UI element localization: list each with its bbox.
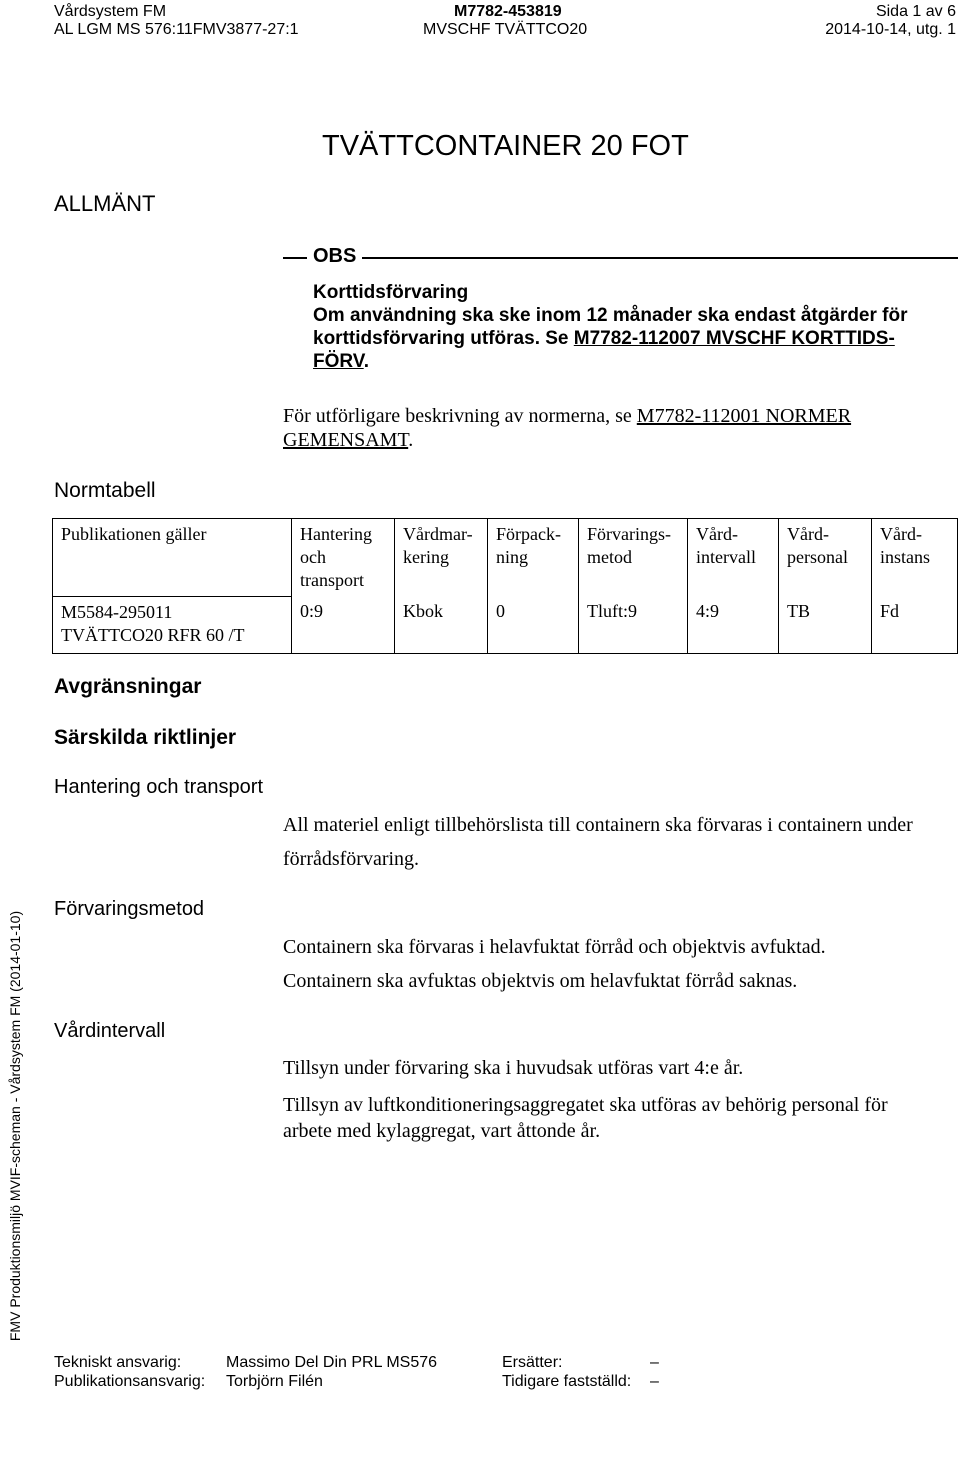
- footer-pub-value: Torbjörn Filén: [226, 1373, 323, 1390]
- vard-text-line3: arbete med kylaggregat, vart åttonde år.: [283, 1120, 601, 1142]
- norm-col-forvaringsmetod-l1: Förvarings-: [587, 524, 671, 544]
- norm-col-vardpersonal-l1: Vård-: [787, 524, 829, 544]
- header-page: Sida 1 av 6: [875, 3, 956, 20]
- korttids-link[interactable]: M7782-112007 MVSCHF KORTTIDS-: [573, 328, 895, 349]
- hantering-text-line1: All materiel enligt tillbehörslista till containern ska förvaras i containern under: [283, 814, 913, 836]
- footer-tech-value: Massimo Del Din PRL MS576: [226, 1354, 438, 1371]
- norm-col-forpackning-l1: Förpack-: [496, 524, 561, 544]
- norm-val-forpackning: 0: [488, 596, 579, 653]
- norm-val-vardpersonal: TB: [779, 596, 872, 653]
- heading-normtabell: Normtabell: [54, 479, 156, 502]
- norm-col-vardinstans-l1: Vård-: [880, 524, 922, 544]
- norm-table-row: [53, 596, 958, 653]
- norm-val-hantering: 0:9: [292, 596, 395, 653]
- norm-col-hantering-l3: transport: [300, 570, 364, 590]
- norm-col-vardpersonal-l2: personal: [787, 547, 848, 567]
- footer-prev-value: –: [650, 1373, 659, 1390]
- korttids-link-cont[interactable]: FÖRV: [313, 351, 364, 372]
- heading-forvaringsmetod: Förvaringsmetod: [54, 898, 205, 920]
- normer-link[interactable]: M7782-112001 NORMER: [636, 405, 852, 427]
- norm-note-end: .: [408, 429, 414, 451]
- obs-line2-text: korttidsförvaring utföras. Se: [313, 328, 574, 349]
- norm-val-vardinstans: Fd: [872, 596, 958, 653]
- norm-col-vardintervall-l1: Vård-: [696, 524, 738, 544]
- norm-col-vardmarkering-l2: kering: [403, 547, 449, 567]
- norm-col-vardmarkering-l1: Vårdmar-: [403, 524, 473, 544]
- header-al-line: AL LGM MS 576:11FMV3877-27:1: [54, 21, 299, 38]
- norm-col-hantering-l2: och: [300, 547, 326, 567]
- norm-note-line1: [283, 404, 851, 428]
- obs-label: OBS: [313, 245, 357, 267]
- norm-col-publication: Publikationen gäller: [53, 519, 292, 597]
- norm-row-pub-l1: M5584-295011: [61, 601, 173, 622]
- norm-col-vardintervall: [688, 519, 779, 597]
- heading-sarskilda-riktlinjer: Särskilda riktlinjer: [54, 726, 237, 749]
- norm-note-text: För utförligare beskrivning av normerna, se: [283, 405, 637, 427]
- norm-col-vardpersonal: [779, 519, 872, 597]
- footer-pub-label: Publikationsansvarig:: [54, 1373, 206, 1390]
- norm-table: [52, 518, 958, 654]
- norm-row-pub-l2: TVÄTTCO20 RFR 60 /T: [61, 624, 245, 645]
- norm-note-line2: [283, 428, 413, 452]
- norm-table-header-row: [53, 519, 958, 597]
- norm-col-hantering-l1: Hantering: [300, 524, 372, 544]
- norm-col-forvaringsmetod: [579, 519, 688, 597]
- heading-hantering: Hantering och transport: [54, 776, 264, 798]
- norm-val-vardmarkering: Kbok: [395, 596, 488, 653]
- page-title: TVÄTTCONTAINER 20 FOT: [322, 130, 689, 162]
- vard-text-line1: Tillsyn under förvaring ska i huvudsak utföras vart 4:e år.: [283, 1057, 744, 1079]
- forvaring-text-line2: Containern ska avfuktas objektvis om helavfuktat förråd saknas.: [283, 970, 798, 992]
- obs-title: Korttidsförvaring: [313, 282, 469, 303]
- obs-line1: Om användning ska ske inom 12 månader ska endast åtgärder för: [313, 305, 908, 326]
- normer-link-cont[interactable]: GEMENSAMT: [283, 429, 409, 451]
- norm-col-vardmarkering: [395, 519, 488, 597]
- norm-col-forpackning-l2: ning: [496, 547, 529, 567]
- norm-col-forvaringsmetod-l2: metod: [587, 547, 632, 567]
- obs-line-right: [362, 257, 958, 259]
- norm-col-vardintervall-l2: intervall: [696, 547, 756, 567]
- norm-val-forvaringsmetod: Tluft:9: [579, 596, 688, 653]
- footer-tech-label: Tekniskt ansvarig:: [54, 1354, 182, 1371]
- heading-vardintervall: Vårdintervall: [54, 1020, 166, 1042]
- footer-prev-label: Tidigare fastställd:: [502, 1373, 632, 1390]
- norm-col-forpackning: [488, 519, 579, 597]
- norm-col-hantering: [292, 519, 395, 597]
- side-production-text: FMV Produktionsmiljö MVIF-scheman - Vårdsystem FM (2014-01-10): [7, 910, 23, 1342]
- vard-text-line2: Tillsyn av luftkonditioneringsaggregatet ska utföras av behörig personal för: [283, 1094, 888, 1116]
- heading-allmant: ALLMÄNT: [54, 191, 156, 216]
- obs-line3: [313, 350, 369, 373]
- footer-replaces-value: –: [650, 1354, 659, 1371]
- norm-val-vardintervall: 4:9: [688, 596, 779, 653]
- heading-avgransningar: Avgränsningar: [54, 675, 202, 698]
- header-doc-name: MVSCHF TVÄTTCO20: [423, 21, 588, 38]
- obs-line2: [313, 327, 895, 350]
- footer-replaces-label: Ersätter:: [502, 1354, 563, 1371]
- norm-col-vardinstans-l2: instans: [880, 547, 931, 567]
- obs-line3-end: .: [363, 351, 369, 372]
- header-system: Vårdsystem FM: [54, 3, 167, 20]
- header-doc-number: M7782-453819: [454, 3, 562, 20]
- obs-line-left: [283, 257, 307, 259]
- header-date-edition: 2014-10-14, utg. 1: [825, 21, 956, 38]
- forvaring-text-line1: Containern ska förvaras i helavfuktat förråd och objektvis avfuktad.: [283, 936, 826, 958]
- hantering-text-line2: förrådsförvaring.: [283, 848, 420, 870]
- norm-row-publication: [53, 596, 292, 653]
- norm-col-vardinstans: [872, 519, 958, 597]
